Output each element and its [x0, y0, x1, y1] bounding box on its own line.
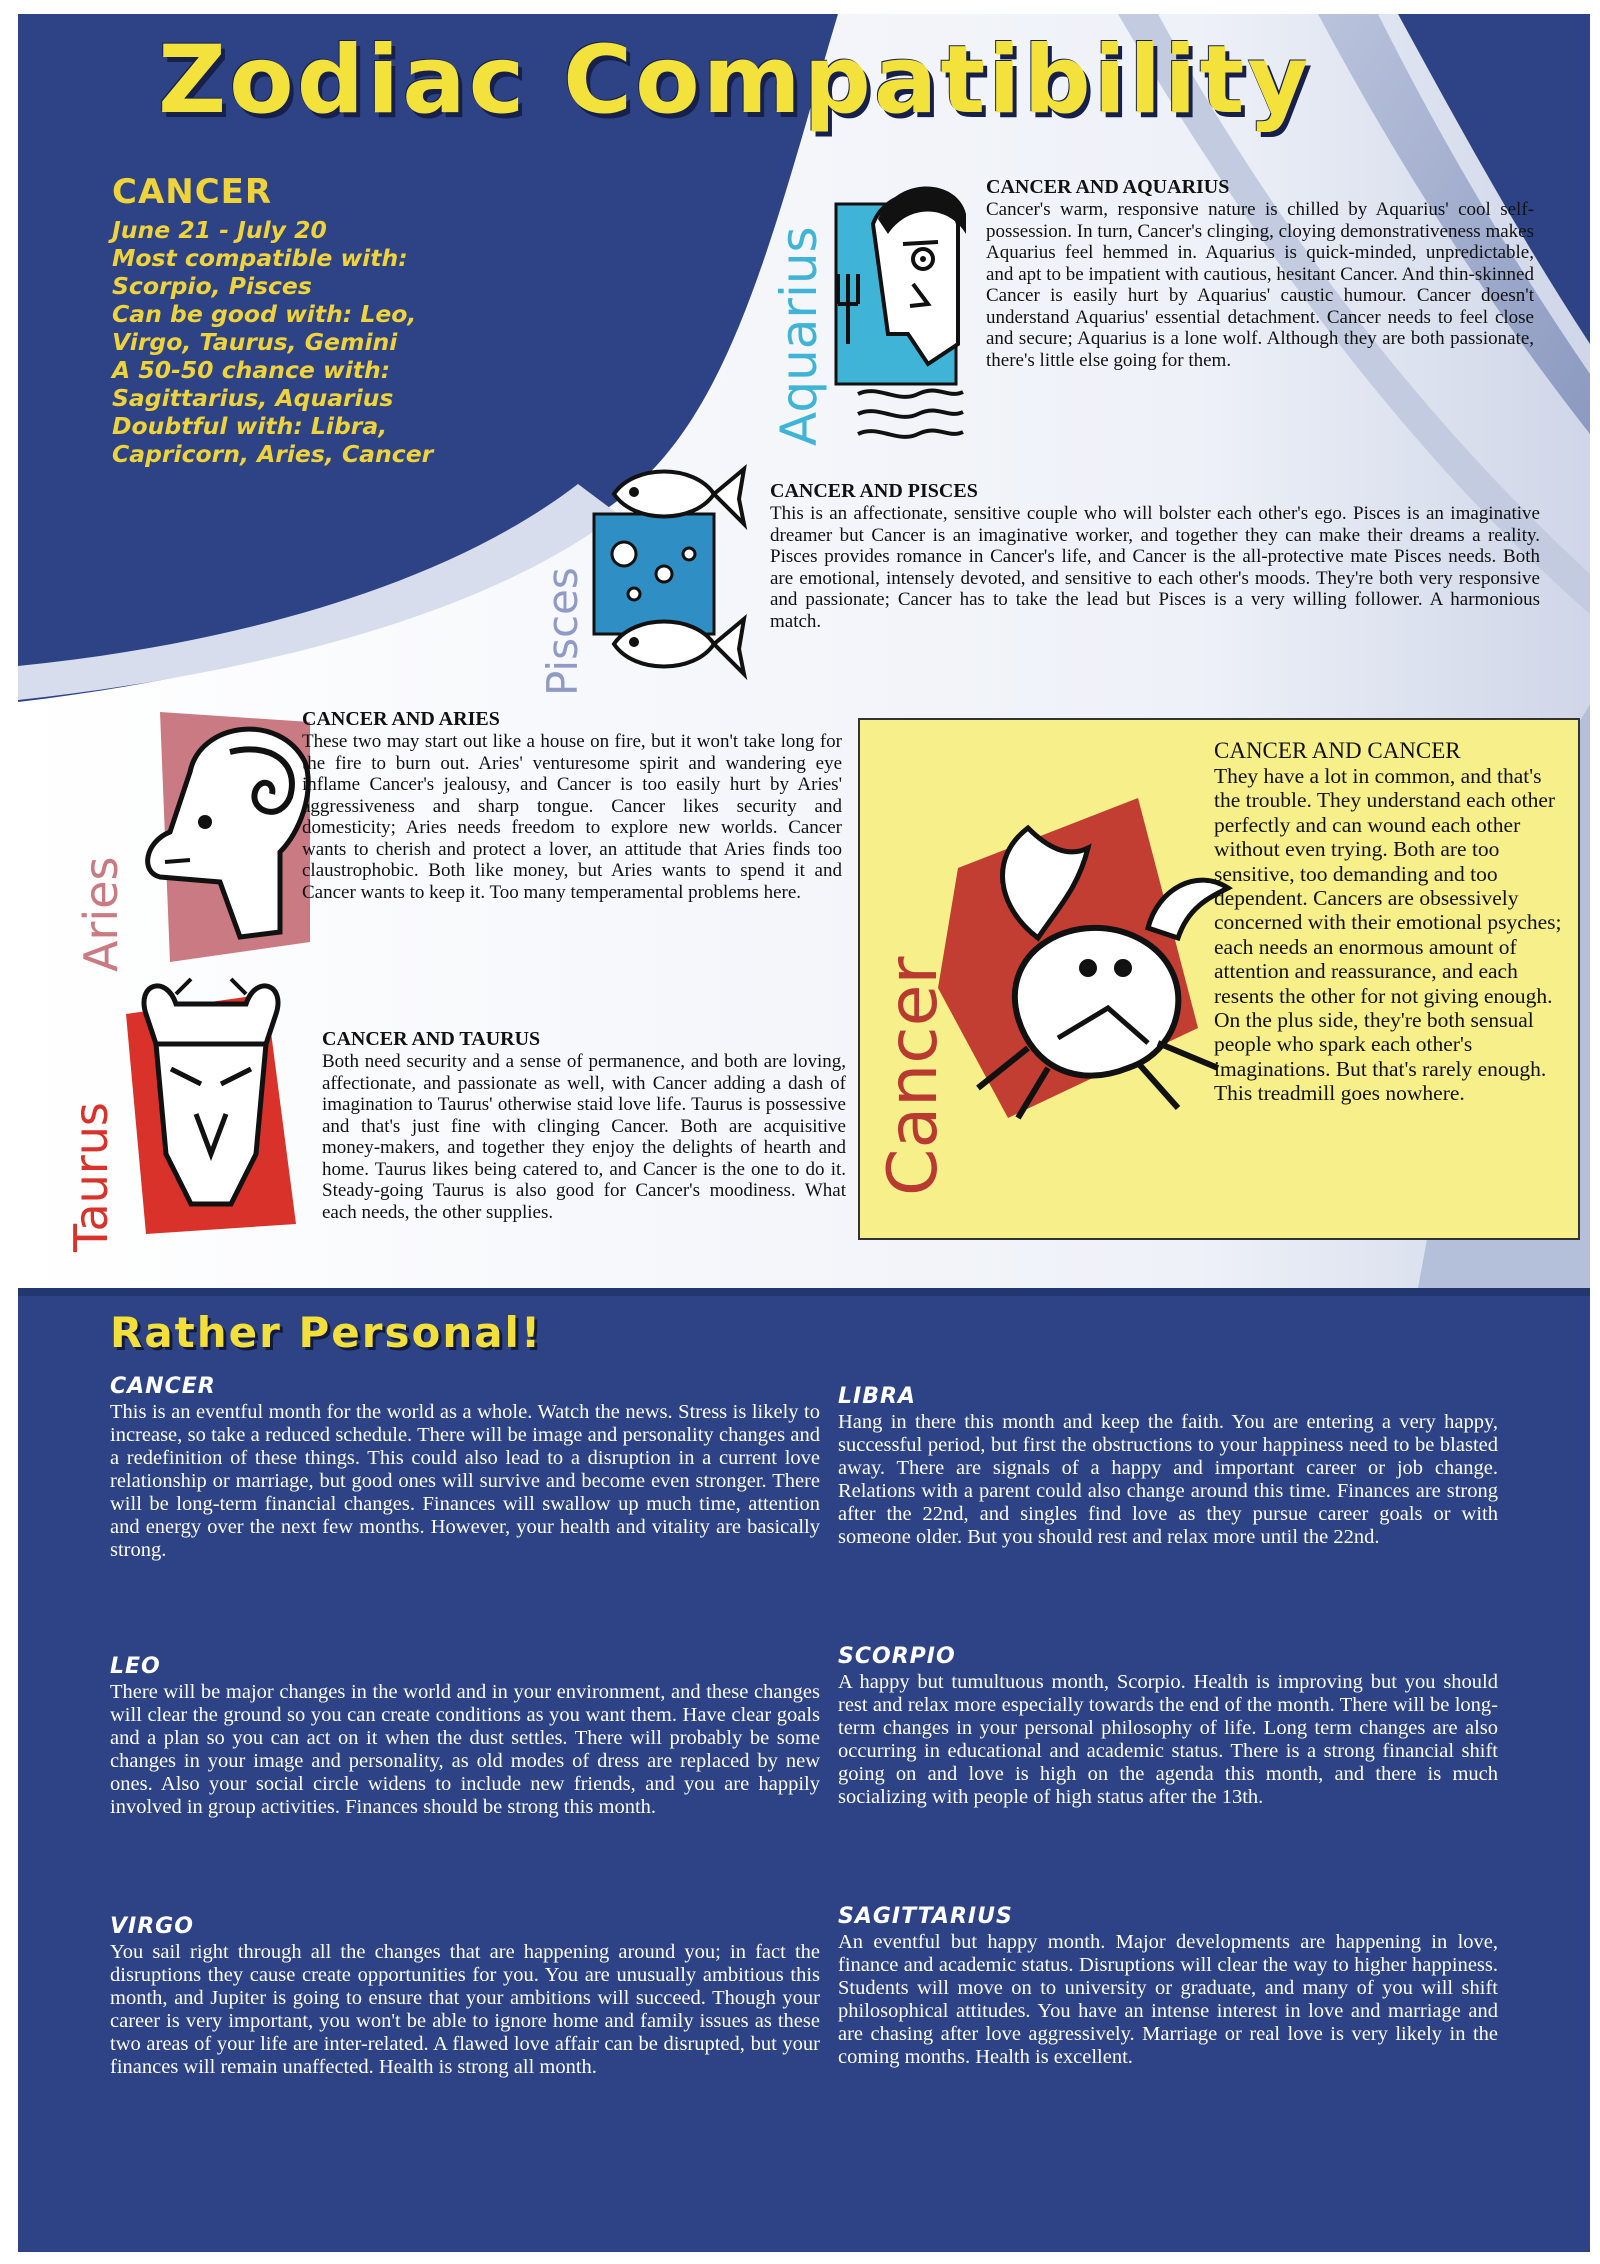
taurus-label: Taurus — [64, 1102, 118, 1252]
article-heading: CANCER AND CANCER — [1214, 738, 1461, 763]
magazine-page — [18, 14, 1590, 2252]
sign-line: Can be good with: Leo, — [112, 300, 417, 328]
horoscope-text: Hang in there this month and keep the faith. You are entering a very happy, successful period, but first the obstructions to your happiness need to be blasted away. There are signals of a happy and important career or job change. Relations with a parent could also change around this time. Finances are strong after the 22nd, and singles find love as they pursue career goals or with someone older. But you should rest and relax more until the 22nd. — [838, 1411, 1498, 1548]
article-aries — [302, 708, 842, 903]
aries-label: Aries — [74, 856, 128, 972]
horoscope-text: There will be major changes in the world and in your environment, and these changes will clear the ground so you can create conditions as you want them. Have clear goals and a plan so you can act on it when the dust settles. There will probably be some changes in your image and personality, as old modes of dress are replaced by new ones. Also your social circle widens to include new friends, and you are happily involved in group activities. Finances should be strong this month. — [110, 1681, 820, 1818]
horoscope-sign: SCORPIO — [838, 1644, 956, 1669]
sign-line: Virgo, Taurus, Gemini — [112, 328, 398, 356]
sign-summary — [112, 172, 542, 468]
horoscope-sign: SAGITTARIUS — [838, 1904, 1013, 1929]
sign-line: Doubtful with: Libra, — [112, 412, 388, 440]
horoscope-sign: CANCER — [110, 1374, 216, 1399]
aries-icon — [130, 702, 320, 978]
horoscope-leo — [110, 1654, 820, 1819]
article-heading: CANCER AND TAURUS — [322, 1028, 541, 1050]
horoscope-virgo — [110, 1914, 820, 2079]
horoscope-sign: LIBRA — [838, 1384, 916, 1409]
sign-line: Sagittarius, Aquarius — [112, 384, 394, 412]
article-taurus — [322, 1028, 846, 1223]
article-pisces — [770, 480, 1540, 632]
article-heading: CANCER AND AQUARIUS — [986, 176, 1230, 198]
article-heading: CANCER AND ARIES — [302, 708, 500, 730]
page-title: Zodiac Compatibility — [158, 26, 1312, 135]
article-text: Cancer's warm, responsive nature is chilled by Aquarius' cool self-possession. In turn, Cancer's clinging, cloying demonstrativeness makes Aquarius feel hemmed in. Aquarius is quick-minded, unpredictable, and apt to be impatient with cautious, hesitant Cancer. And thin-skinned Cancer is easily hurt by Aquarius' caustic humour. Cancer doesn't understand Aquarius' essential detachment. Cancer needs to feel close and secure; Aquarius is a lone wolf. Although they are both passionate, there's little else going for them. — [986, 199, 1534, 371]
horoscope-text: An eventful but happy month. Major developments are happening in love, finance and academic status. Disruptions will clear the way to higher happiness. Students will move on to university or graduate, and many of you will shift philosophical attitudes. You have an intense interest in love and marriage and are chasing after love aggressively. Marriage or real love is very likely in the coming months. Health is excellent. — [838, 1931, 1498, 2068]
pisces-icon — [574, 454, 749, 694]
horoscope-text: This is an eventful month for the world as a whole. Watch the news. Stress is likely to increase, so take a reduced schedule. There will be image and personality changes and a redefinition of these things. This could also lead to a disruption in a current love relationship or marriage, but good ones will survive and become even stronger. There will be long-term financial changes. Finances will swallow up much time, attention and energy over the next few months. However, your health and vitality are basically strong. — [110, 1401, 820, 1561]
sign-line: Capricorn, Aries, Cancer — [112, 440, 434, 468]
sign-name: CANCER — [112, 172, 273, 212]
article-cancer — [1214, 738, 1564, 1106]
sign-line: Scorpio, Pisces — [112, 272, 312, 300]
horoscope-sign: VIRGO — [110, 1914, 194, 1939]
sign-line: A 50-50 chance with: — [112, 356, 391, 384]
article-heading: CANCER AND PISCES — [770, 480, 978, 502]
horoscope-scorpio — [838, 1644, 1498, 1809]
aquarius-label: Aquarius — [770, 226, 828, 446]
horoscope-text: You sail right through all the changes that are happening around you; in fact the disruptions they cause create opportunities for you. You are unusually ambitious this month, and Jupiter is going to ensure that your ambitions will succeed. Though your career is very important, you won't be able to ignore home and family issues as these two areas of your life are inter-related. A flawed love affair can be disrupted, but your finances will remain unaffected. Health is strong all month. — [110, 1941, 820, 2078]
cancer-icon — [938, 788, 1238, 1138]
horoscope-libra — [838, 1384, 1498, 1549]
horoscope-text: A happy but tumultuous month, Scorpio. Health is improving but you should rest and relax more especially towards the end of the month. There will be long-term changes in your personal philosophy of life. Long term changes are also occurring in educational and academic status. There is a strong financial shift going on and love is high on the agenda this month, and there is much socializing with people of high status after the 13th. — [838, 1671, 1498, 1808]
sign-line: Most compatible with: — [112, 244, 408, 272]
cancer-label: Cancer — [874, 956, 953, 1196]
article-text: These two may start out like a house on fire, but it won't take long for the fire to burn out. Aries' venturesome spirit and wandering eye inflame Cancer's jealousy, and Cancer is too easily hurt by Aries' aggressiveness and sharp tongue. Cancer likes security and domesticity; Aries needs freedom to explore new worlds. Cancer wants to cherish and protect a lover, an attitude that Aries finds too claustrophobic. Both like money, but Aries wants to spend it and Cancer wants to keep it. Too many temperamental problems here. — [302, 731, 842, 903]
article-text: Both need security and a sense of permanence, and both are loving, affectionate, and passionate as well, with Cancer adding a dash of imagination to Taurus' otherwise staid love life. Taurus is possessive and that's just fine with clinging Cancer. Both are acquisitive money-makers, and together they enjoy the delights of hearth and home. Taurus likes being catered to, and Cancer is the one to do it. Steady-going Taurus is also good for Cancer's moodiness. What each needs, the other supplies. — [322, 1051, 846, 1223]
taurus-icon — [116, 974, 306, 1244]
aquarius-icon — [818, 164, 968, 454]
horoscope-sign: LEO — [110, 1654, 161, 1679]
horoscope-cancer — [110, 1374, 820, 1562]
article-aquarius — [986, 176, 1534, 371]
article-text: They have a lot in common, and that's the trouble. They understand each other perfectly and can wound each other without even trying. Both are too sensitive, too demanding and too dependent. Cancers are obsessively concerned with their emotional psyches; each needs an enormous amount of attention and reassurance, and each resents the other for not giving enough. On the plus side, they're both sensual people who spark each other's imaginations. But that's rarely enough. This treadmill goes nowhere. — [1214, 764, 1562, 1106]
horoscope-sagittarius — [838, 1904, 1498, 2069]
sign-line: June 21 - July 20 — [112, 216, 327, 244]
rather-personal-title: Rather Personal! — [110, 1308, 543, 1357]
article-text: This is an affectionate, sensitive couple who will bolster each other's ego. Pisces is an imaginative dreamer but Cancer is an imaginative worker, and together they can make their dreams a reality. Pisces provides romance in Cancer's life, and Cancer is the all-protective mate Pisces needs. Both are emotional, intensely devoted, and sensitive to each other's moods. They're both very responsive and passionate; Cancer has to take the lead but Pisces is a very willing follower. A harmonious match. — [770, 503, 1540, 632]
pisces-label: Pisces — [538, 567, 587, 696]
